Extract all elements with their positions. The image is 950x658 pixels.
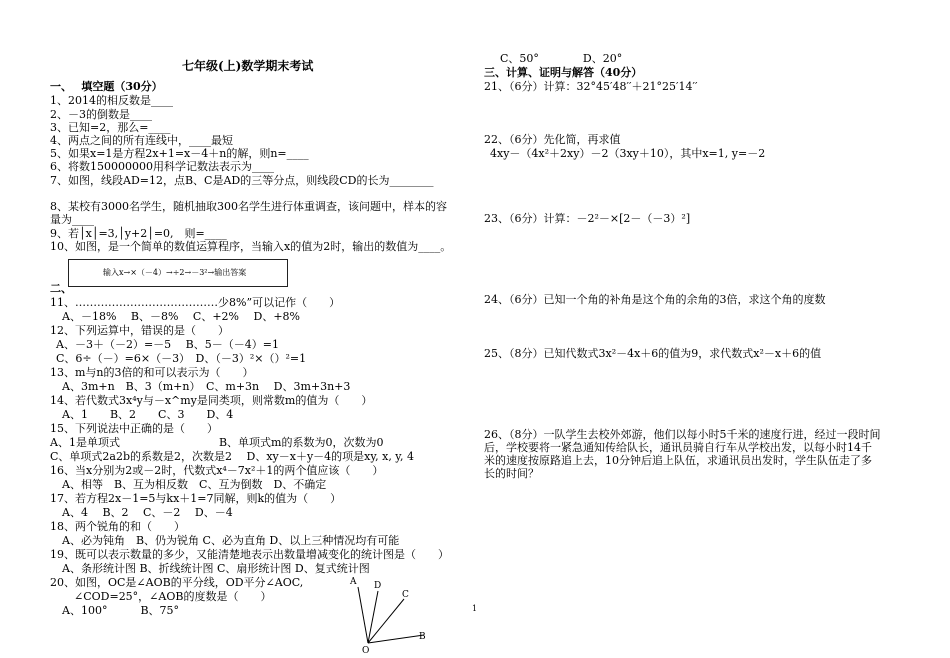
question-15: 15、下列说法中正确的是（ ） (50, 422, 218, 435)
page-number: 1 (472, 604, 478, 613)
question-22-expr: 4xy－（4x²＋2xy）－2（3xy＋10），其中x=1, y=－2 (490, 147, 766, 160)
question-20-cont: ∠COD=25°，∠AOB的度数是（ ） (74, 590, 272, 603)
label-c: C (402, 590, 409, 600)
question-14-options: A、1 B、2 C、3 D、4 (62, 408, 234, 421)
question-22: 22、（6分）先化简，再求值 (484, 133, 621, 146)
ray-od (368, 591, 378, 643)
ray-oc (368, 599, 404, 643)
question-16: 16、当x分别为2或－2时，代数式x⁴－7x²＋1的两个值应该（ ） (50, 464, 384, 477)
question-12: 12、下列运算中，错误的是（ ） (50, 324, 229, 337)
question-25: 25、（8分）已知代数式3x²－4x＋6的值为9，求代数式x²－x＋6的值 (484, 347, 822, 360)
question-12-options-a: A、－3＋（－2）=－5 B、5－（－4）=1 (56, 338, 279, 351)
section-calc: 三、计算、证明与解答（40分） (484, 66, 643, 79)
label-b: B (419, 632, 426, 642)
question-20: 20、如图，OC是∠AOB的平分线，OD平分∠AOC, (50, 576, 304, 589)
question-18: 18、两个锐角的和（ ） (50, 520, 185, 533)
flow-diagram: 输入x→×（－4）→÷2→－3²→输出答案 (68, 259, 288, 287)
section-choice: 二、 (50, 282, 72, 295)
question-11-options: A、－18% B、－8% C、+2% D、+8% (62, 310, 300, 323)
question-17-options: A、4 B、2 C、－2 D、－4 (62, 506, 233, 519)
question-6: 6、将数150000000用科学记数法表示为____ (50, 160, 274, 173)
question-14: 14、若代数式3x⁴y与－x^my是同类项，则常数m的值为（ ） (50, 394, 373, 407)
question-26-line4: 长的时间？ (484, 467, 539, 480)
question-19: 19、既可以表示数量的多少，又能清楚地表示出数量增减变化的统计图是（ ） (50, 548, 449, 561)
question-26-line3: 米的速度按原路追上去，10分钟后追上队伍，求通讯员出发时，学生队伍走了多 (484, 454, 872, 467)
question-4: 4、两点之间的所有连线中，____最短 (50, 134, 233, 147)
question-24: 24、（6分）已知一个角的补角是这个角的余角的3倍，求这个角的度数 (484, 293, 826, 306)
question-5: 5、如果x=1是方程2x+1=x－4＋n的解，则n=____ (50, 147, 309, 160)
question-15-options-b: C、单项式2a2b的系数是2，次数是2 D、xy－x＋y－4的项是xy, x, y, 4 (50, 450, 415, 463)
question-13-options: A、3m+n B、3（m+n） C、m+3n D、3m+3n+3 (62, 380, 351, 393)
question-8: 8、某校有3000名学生，随机抽取300名学生进行体重调查，该问题中，样本的容 (50, 200, 447, 213)
question-1: 1、2014的相反数是____ (50, 94, 173, 107)
question-3: 3、已知=2，那么=____ (50, 121, 171, 134)
section-fill-blank: 一、 填空题（30分） (50, 80, 163, 93)
question-10: 10、如图，是一个简单的数值运算程序，当输入x的值为2时，输出的数值为____。 (50, 240, 452, 253)
question-20-options-cont: C、50° D、20° (500, 52, 623, 65)
ray-ob (368, 635, 424, 643)
page-title: 七年级(上)数学期末考试 (182, 59, 314, 73)
question-9: 9、若│x│=3,│y+2│=0, 则=____ (50, 227, 227, 240)
question-15-options-a: A、1是单项式 B、单项式m的系数为0，次数为0 (50, 436, 384, 449)
label-d: D (374, 581, 382, 591)
question-16-options: A、相等 B、互为相反数 C、互为倒数 D、不确定 (62, 478, 327, 491)
question-26: 26、（8分）一队学生去校外郊游，他们以每小时5千米的速度行进，经过一段时间 (484, 428, 881, 441)
question-2: 2、－3的倒数是____ (50, 108, 152, 121)
question-18-options: A、必为钝角 B、仍为锐角 C、必为直角 D、以上三种情况均有可能 (62, 534, 400, 547)
question-7: 7、如图，线段AD=12，点B、C是AD的三等分点，则线段CD的长为________ (50, 174, 434, 187)
question-23: 23、（6分）计算：－2²－×[2－（－3）²] (484, 212, 691, 225)
question-11: 11、…………………………………少8%”可以记作（ ） (50, 296, 341, 309)
question-12-options-b: C、6÷（－）=6×（－3） D、（－3）²×（）²=1 (56, 352, 307, 365)
label-o: O (362, 646, 370, 655)
ray-oa (358, 587, 368, 643)
angle-figure (342, 575, 442, 655)
question-13: 13、m与n的3倍的和可以表示为（ ） (50, 366, 254, 379)
question-17: 17、若方程2x－1=5与kx＋1=7同解，则k的值为（ ） (50, 492, 342, 505)
question-21: 21、（6分）计算：32°45′48′′＋21°25′14′′ (484, 80, 698, 93)
question-8-cont: 量为____ (50, 213, 94, 226)
question-20-options: A、100° B、75° (62, 604, 180, 617)
label-a: A (350, 577, 357, 587)
question-19-options: A、条形统计图 B、折线统计图 C、扇形统计图 D、复式统计图 (62, 562, 370, 575)
question-26-line2: 后，学校要将一紧急通知传给队长，通讯员骑自行车从学校出发，以每小时14千 (484, 441, 872, 454)
